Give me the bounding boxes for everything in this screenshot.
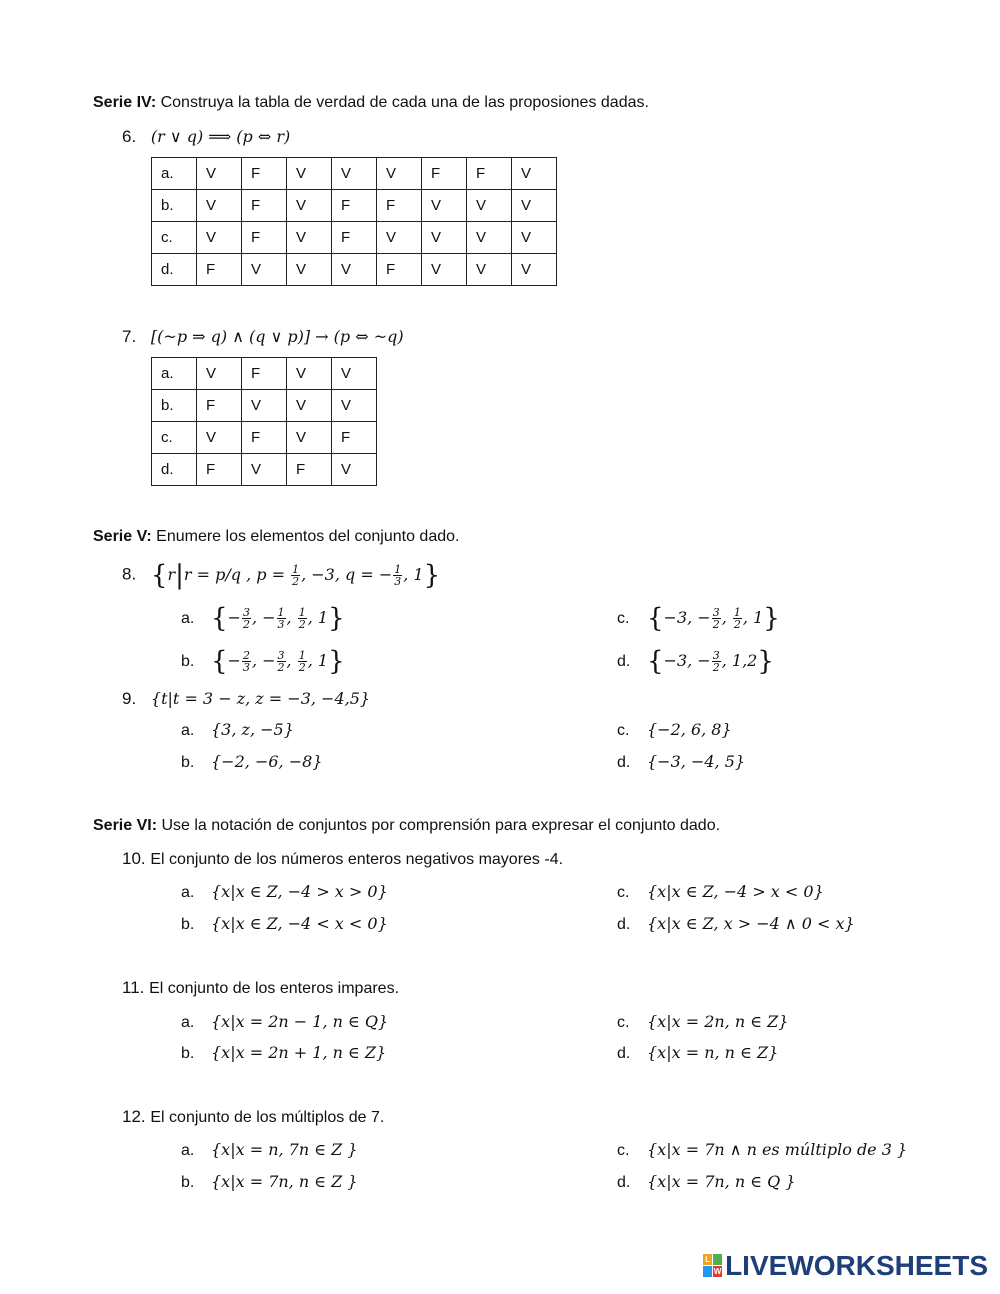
- option-10d[interactable]: d. {x|x ∈ Z, x > −4 ∧ 0 < x}: [617, 914, 855, 933]
- question-9-expression: {t|t = 3 − z, z = −3, −4,5}: [150, 689, 371, 708]
- truth-table-6-cell: V: [377, 158, 422, 190]
- truth-table-6-cell: a.: [152, 158, 197, 190]
- option-9a[interactable]: a. {3, z, −5}: [181, 720, 294, 739]
- option-12a[interactable]: a. {x|x = n, 7n ∈ Z }: [181, 1140, 358, 1159]
- question-10-text: El conjunto de los números enteros negativos mayores -4.: [150, 851, 564, 868]
- truth-table-6-cell: F: [422, 158, 467, 190]
- option-12c[interactable]: c. {x|x = 7n ∧ n es múltiplo de 3 }: [617, 1140, 908, 1159]
- truth-table-7-cell: F: [242, 358, 287, 390]
- option-9d[interactable]: d. {−3, −4, 5}: [617, 752, 746, 771]
- truth-table-6-cell: c.: [152, 222, 197, 254]
- truth-table-7-cell: F: [332, 422, 377, 454]
- truth-table-7-cell: V: [332, 454, 377, 486]
- truth-table-7-cell: F: [242, 422, 287, 454]
- question-9: [122, 689, 370, 709]
- question-11: [122, 978, 399, 998]
- truth-table-6-cell: F: [242, 222, 287, 254]
- option-12d[interactable]: d. {x|x = 7n, n ∈ Q }: [617, 1172, 796, 1191]
- truth-table-6-cell: F: [467, 158, 512, 190]
- truth-table-7-row: [152, 454, 377, 486]
- truth-table-7-cell: d.: [152, 454, 197, 486]
- truth-table-6-cell: F: [242, 158, 287, 190]
- truth-table-6-cell: V: [512, 222, 557, 254]
- truth-table-6-cell: V: [332, 158, 377, 190]
- truth-table-6-cell: V: [287, 158, 332, 190]
- question-7: [122, 327, 404, 347]
- question-12: [122, 1107, 384, 1127]
- question-11-text: El conjunto de los enteros impares.: [149, 980, 400, 997]
- liveworksheets-logo-text: LIVEWORKSHEETS: [725, 1250, 988, 1281]
- option-11a[interactable]: a. {x|x = 2n − 1, n ∈ Q}: [181, 1012, 389, 1031]
- option-8b[interactable]: b. {− $\frac{2}{3}$ , − $\frac{3}{2}$ , $\frac{1}{2}$ , 1}: [181, 646, 345, 676]
- truth-table-7-cell: F: [197, 390, 242, 422]
- truth-table-6-cell: V: [422, 190, 467, 222]
- truth-table-7-cell: b.: [152, 390, 197, 422]
- truth-table-6-row: [152, 190, 557, 222]
- question-6-expression: (r ∨ q) ⟹ (p ⇔ r): [150, 127, 291, 146]
- question-8: [122, 562, 440, 588]
- option-8a[interactable]: a. {− $\frac{3}{2}$ , − $\frac{1}{3}$ , $\frac{1}{2}$ , 1}: [181, 603, 345, 633]
- option-10c[interactable]: c. {x|x ∈ Z, −4 > x < 0}: [617, 882, 824, 901]
- truth-table-6-cell: V: [512, 158, 557, 190]
- truth-table-6-cell: F: [377, 254, 422, 286]
- question-9-number: 9.: [122, 689, 137, 708]
- truth-table-7-cell: V: [287, 422, 332, 454]
- question-10-number: 10.: [122, 849, 146, 868]
- truth-table-7-row: [152, 390, 377, 422]
- serie-v-title: Serie V:: [93, 528, 152, 545]
- option-11b[interactable]: b. {x|x = 2n + 1, n ∈ Z}: [181, 1043, 387, 1062]
- truth-table-6-cell: V: [512, 254, 557, 286]
- truth-table-6: [151, 157, 557, 286]
- question-10: [122, 849, 563, 869]
- option-10b[interactable]: b. {x|x ∈ Z, −4 < x < 0}: [181, 914, 388, 933]
- serie-iv-title: Serie IV:: [93, 94, 157, 111]
- truth-table-7: [151, 357, 377, 486]
- truth-table-6-cell: F: [377, 190, 422, 222]
- truth-table-6-row: [152, 254, 557, 286]
- question-12-text: El conjunto de los múltiplos de 7.: [150, 1109, 385, 1126]
- truth-table-6-cell: V: [287, 254, 332, 286]
- truth-table-6-cell: V: [377, 222, 422, 254]
- truth-table-6-cell: b.: [152, 190, 197, 222]
- truth-table-6-cell: V: [512, 190, 557, 222]
- truth-table-6-cell: V: [242, 254, 287, 286]
- truth-table-7-row: [152, 358, 377, 390]
- serie-vi-title: Serie VI:: [93, 817, 158, 834]
- truth-table-6-cell: V: [467, 222, 512, 254]
- option-11d[interactable]: d. {x|x = n, n ∈ Z}: [617, 1043, 779, 1062]
- truth-table-6-cell: V: [467, 254, 512, 286]
- truth-table-6-cell: V: [332, 254, 377, 286]
- truth-table-6-cell: F: [242, 190, 287, 222]
- truth-table-6-cell: V: [197, 158, 242, 190]
- serie-vi-text: Use la notación de conjuntos por comprensión para expresar el conjunto dado.: [157, 817, 721, 834]
- truth-table-6-cell: V: [422, 254, 467, 286]
- option-9b[interactable]: b. {−2, −6, −8}: [181, 752, 323, 771]
- question-8-expression: {r|r = p/q , p = $\frac{1}{2}$ , −3, q = − $\frac{1}{3}$ , 1}: [150, 560, 441, 590]
- question-11-number: 11.: [122, 978, 145, 997]
- truth-table-7-cell: F: [287, 454, 332, 486]
- truth-table-7-cell: V: [332, 358, 377, 390]
- option-8c[interactable]: c. {−3, − $\frac{3}{2}$ , $\frac{1}{2}$ , 1}: [617, 603, 780, 633]
- question-7-number: 7.: [122, 327, 137, 346]
- truth-table-7-cell: c.: [152, 422, 197, 454]
- serie-v-heading: [93, 528, 459, 546]
- serie-iv-heading: [93, 94, 649, 112]
- truth-table-7-cell: V: [332, 390, 377, 422]
- truth-table-7-cell: V: [197, 422, 242, 454]
- option-10a[interactable]: a. {x|x ∈ Z, −4 > x > 0}: [181, 882, 388, 901]
- truth-table-6-cell: F: [332, 222, 377, 254]
- serie-iv-text: Construya la tabla de verdad de cada una de las proposiones dadas.: [156, 94, 649, 111]
- option-11c[interactable]: c. {x|x = 2n, n ∈ Z}: [617, 1012, 789, 1031]
- truth-table-7-cell: a.: [152, 358, 197, 390]
- truth-table-6-cell: V: [197, 222, 242, 254]
- serie-vi-heading: [93, 817, 720, 835]
- question-6: [122, 127, 290, 147]
- truth-table-7-cell: V: [197, 358, 242, 390]
- truth-table-6-row: [152, 222, 557, 254]
- truth-table-6-cell: V: [422, 222, 467, 254]
- question-7-expression: [(~p ⇒ q) ∧ (q ∨ p)] → (p ⇔ ~q): [150, 327, 404, 346]
- option-8d[interactable]: d. {−3, − $\frac{3}{2}$ , 1,2}: [617, 646, 774, 676]
- truth-table-7-cell: F: [197, 454, 242, 486]
- truth-table-7-cell: V: [287, 390, 332, 422]
- truth-table-6-cell: V: [197, 190, 242, 222]
- option-12b[interactable]: b. {x|x = 7n, n ∈ Z }: [181, 1172, 358, 1191]
- option-9c[interactable]: c. {−2, 6, 8}: [617, 720, 732, 739]
- truth-table-7-row: [152, 422, 377, 454]
- serie-v-text: Enumere los elementos del conjunto dado.: [151, 528, 460, 545]
- truth-table-6-cell: d.: [152, 254, 197, 286]
- truth-table-7-cell: V: [287, 358, 332, 390]
- truth-table-6-row: [152, 158, 557, 190]
- truth-table-7-cell: V: [242, 454, 287, 486]
- question-12-number: 12.: [122, 1107, 146, 1126]
- liveworksheets-logo[interactable]: [703, 1250, 988, 1282]
- truth-table-7-cell: V: [242, 390, 287, 422]
- truth-table-6-cell: F: [197, 254, 242, 286]
- question-6-number: 6.: [122, 127, 137, 146]
- truth-table-6-cell: F: [332, 190, 377, 222]
- truth-table-6-cell: V: [467, 190, 512, 222]
- question-8-number: 8.: [122, 564, 137, 584]
- truth-table-6-cell: V: [287, 222, 332, 254]
- truth-table-6-cell: V: [287, 190, 332, 222]
- liveworksheets-logo-icon: L W: [703, 1254, 723, 1278]
